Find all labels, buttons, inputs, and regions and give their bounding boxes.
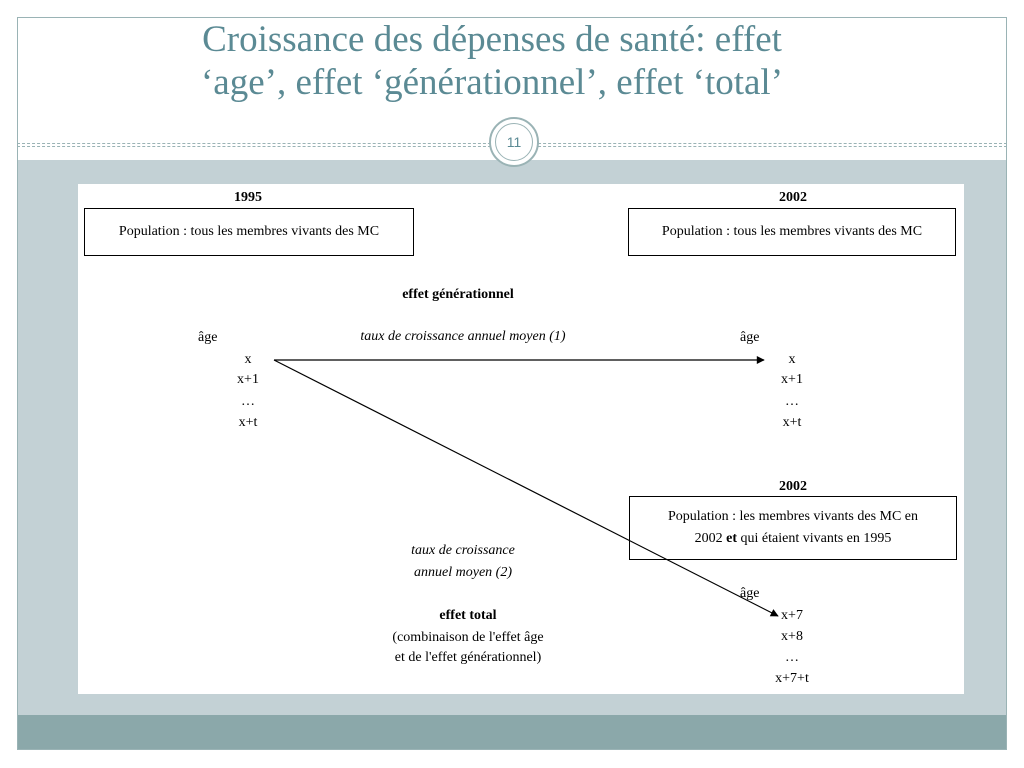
left-year: 1995 <box>234 190 262 205</box>
effet-total-desc-2: et de l'effet générationnel) <box>394 650 542 665</box>
right-age-1: x+1 <box>781 372 803 387</box>
footer-band <box>18 715 1006 749</box>
effet-total-desc-1: (combinaison de l'effet âge <box>392 630 544 645</box>
diagram-panel <box>78 184 964 694</box>
page-number: 11 <box>495 123 533 161</box>
left-age-3: x+t <box>238 415 258 430</box>
diagram-arrows <box>78 184 964 694</box>
bottom-age-3: x+7+t <box>775 671 809 686</box>
age-label-bottom: âge <box>740 586 760 601</box>
bottom-population-line1: Population : les membres vivants des MC en <box>667 509 919 524</box>
effet-generationnel-label: effet générationnel <box>402 287 514 302</box>
bottom-population-line2-c: qui étaient vivants en 1995 <box>737 531 892 546</box>
right-age-0: x <box>788 352 796 367</box>
taux-croissance-2-line2: annuel moyen (2) <box>414 565 512 580</box>
left-age-0: x <box>244 352 252 367</box>
age-label-left: âge <box>198 330 218 345</box>
bottom-population-line2-a: 2002 <box>694 531 727 546</box>
age-label-right: âge <box>740 330 760 345</box>
bottom-age-2: … <box>785 650 799 665</box>
left-age-1: x+1 <box>237 372 259 387</box>
right-age-2: … <box>785 394 799 409</box>
effet-total-label: effet total <box>439 608 497 623</box>
taux-croissance-2-line1: taux de croissance <box>411 543 515 558</box>
title-line-2: ‘age’, effet ‘générationnel’, effet ‘total’ <box>200 62 784 103</box>
left-age-2: … <box>241 394 255 409</box>
bottom-population-line2-bold: et <box>726 531 738 546</box>
right-age-3: x+t <box>782 415 802 430</box>
bottom-year: 2002 <box>779 479 807 494</box>
slide-title <box>17 18 1007 104</box>
page-number-badge <box>489 117 539 167</box>
bottom-age-0: x+7 <box>781 608 803 623</box>
arrow-effet-total <box>274 360 778 616</box>
right-population-text: Population : tous les membres vivants des MC <box>661 224 923 239</box>
taux-croissance-1: taux de croissance annuel moyen (1) <box>360 329 566 344</box>
right-year: 2002 <box>779 190 807 205</box>
left-population-text: Population : tous les membres vivants des MC <box>118 224 380 239</box>
title-line-1: Croissance des dépenses de santé: effet <box>202 19 782 60</box>
bottom-age-1: x+8 <box>781 629 803 644</box>
